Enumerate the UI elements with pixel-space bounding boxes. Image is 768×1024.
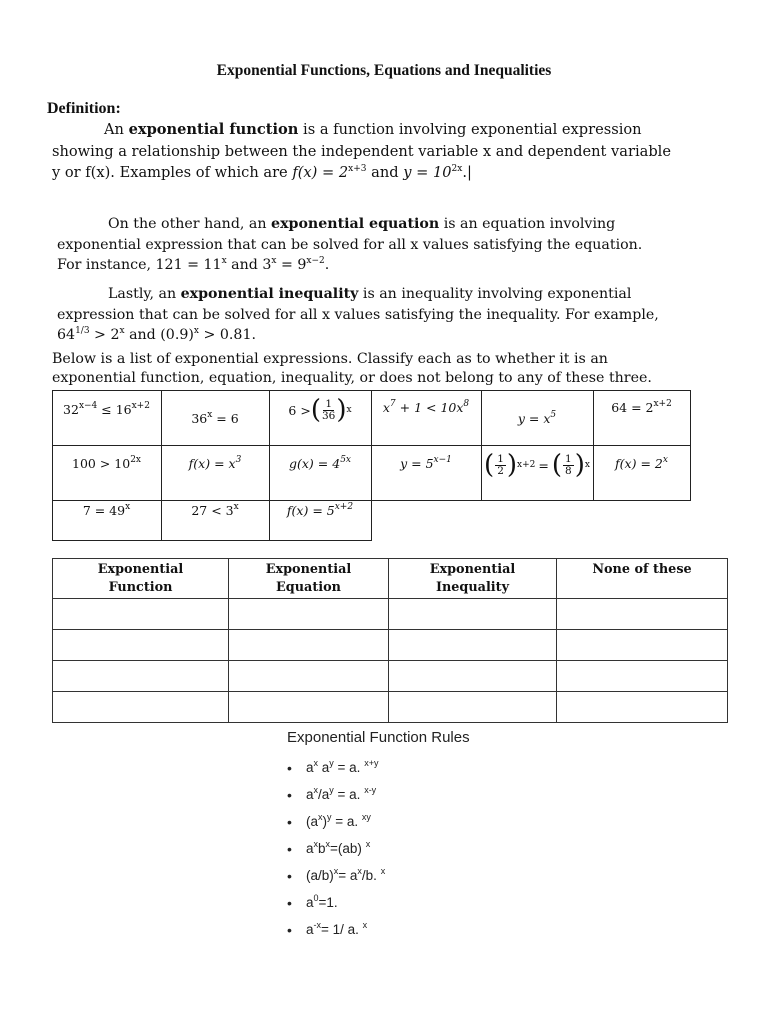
answer-cell[interactable] (53, 630, 229, 661)
page-title: Exponential Functions, Equations and Inequalities (216, 62, 552, 79)
expression-cell: $f(x) = 2^x$ (615, 454, 668, 471)
answer-cell[interactable] (229, 661, 389, 692)
header-exponential-function: Exponential Function (53, 559, 229, 599)
term-exponential-inequality: exponential inequality (180, 286, 359, 302)
header-exponential-equation: Exponential Equation (229, 559, 389, 599)
header-none-of-these: None of these (557, 559, 728, 599)
rules-title: Exponential Function Rules (287, 729, 470, 746)
expression-cell: $7 = 49^x$ (82, 501, 131, 518)
expression-cell: $36^x = 6$ (191, 409, 239, 426)
answer-cell[interactable] (557, 599, 728, 630)
expression-cell: ( $\frac{1}{2}$ ) x+2 = ( $\frac{1}{8}$ ) x (484, 450, 590, 480)
answer-cell[interactable] (53, 599, 229, 630)
expression-cell: $100 > 10^{2x}$ (72, 454, 141, 471)
rule-item: • $(a^x)^y = a$. $^{xy}$ (287, 814, 385, 841)
answer-cell[interactable] (557, 661, 728, 692)
expression-cell: $64 = 2^{x+2}$ (611, 398, 672, 415)
header-exponential-inequality: Exponential Inequality (389, 559, 557, 599)
expression-cell: $x^7 + 1 < 10x^8$ (382, 398, 470, 415)
term-exponential-equation: exponential equation (271, 216, 440, 232)
rule-item: • $a^x$ $a^y = a$. $^{x+y}$ (287, 760, 385, 787)
answer-cell[interactable] (229, 630, 389, 661)
answer-cell[interactable] (229, 599, 389, 630)
definition-paragraph-inequality: Lastly, an exponential inequality is an inequality involving exponential expression that can be solved for all x values satisfying the inequality. For example, $64^{1/3} > 2^x$ and $(0.9)^x > 0.81$. (57, 286, 659, 343)
instructions: Below is a list of exponential expressions. Classify each as to whether it is an exponential function, equation, inequality, or does not belong to any of these three. (52, 351, 652, 386)
expression-cell: $g(x) = 4^{5x}$ (289, 454, 351, 471)
rule-item: • $a^0=1$. (287, 895, 385, 922)
rules-list (287, 760, 385, 949)
expression-cell: $y = x^5$ (517, 409, 557, 426)
expression-cell: 6 > ( $\frac{1}{36}$ ) x (288, 395, 352, 425)
expression-cell: $32^{x-4} \le 16^{x+2}$ (63, 400, 150, 417)
term-exponential-function: exponential function (128, 121, 299, 138)
answer-cell[interactable] (557, 692, 728, 723)
definition-paragraph-function: An exponential function is a function involving exponential expression showing a relationship between the independent variable x and dependent variable y or f(x). Examples of which are $f(x) = 2^{x+3}$ and $y = 10^{2x}.|$ (52, 121, 671, 181)
expression-cell: $f(x) = 5^{x+2}$ (286, 501, 354, 518)
answer-cell[interactable] (53, 692, 229, 723)
classification-table (52, 558, 728, 723)
expression-cell: $f(x) = x^3$ (188, 454, 242, 471)
answer-cell[interactable] (557, 630, 728, 661)
answer-cell[interactable] (389, 661, 557, 692)
definition-heading: Definition: (47, 100, 121, 117)
definition-paragraph-equation: On the other hand, an exponential equation is an equation involving exponential expression that can be solved for all x values satisfying the equation. For instance, $121 = 11^x$ and $3^x = 9^{x-2}$. (57, 216, 643, 273)
answer-cell[interactable] (53, 661, 229, 692)
rule-item: • $a^x/a^y = a$. $^{x-y}$ (287, 787, 385, 814)
expression-cell: $27 < 3^x$ (191, 501, 239, 518)
answer-cell[interactable] (229, 692, 389, 723)
rule-item: • $(a/b)^x= a^x/b$. $^x$ (287, 868, 385, 895)
expression-cell: $y = 5^{x-1}$ (400, 454, 452, 471)
answer-cell[interactable] (389, 692, 557, 723)
answer-cell[interactable] (389, 599, 557, 630)
rule-item: • $a^xb^x=(ab)$ $^x$ (287, 841, 385, 868)
rule-item: • $a^{-x}= 1/$ a. $^x$ (287, 922, 385, 949)
answer-cell[interactable] (389, 630, 557, 661)
